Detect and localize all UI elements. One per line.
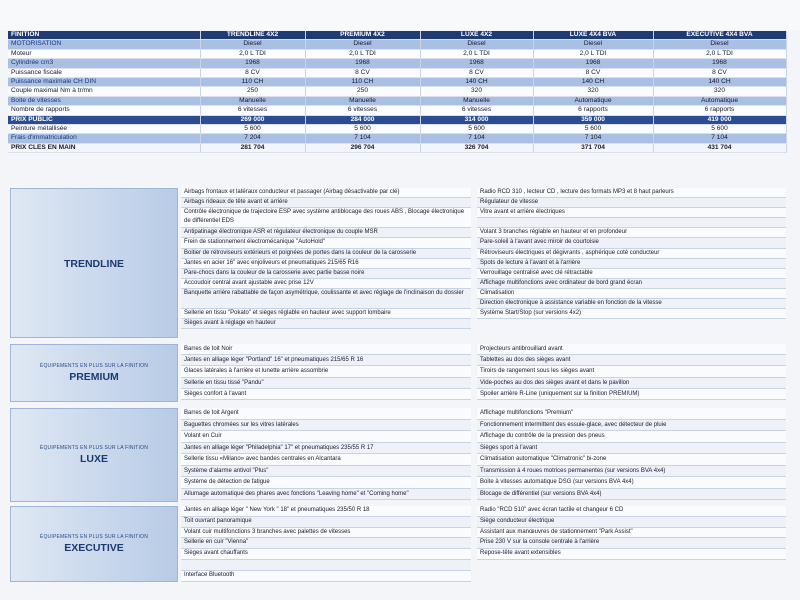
spec-row-label: Frais d'immatriculation xyxy=(8,134,200,143)
spec-cell: 296 704 xyxy=(305,143,420,152)
finition-label-panel xyxy=(10,188,178,338)
equipment-item: Système de détection de fatigue xyxy=(181,477,471,489)
spec-cell: 7 104 xyxy=(653,134,786,143)
spec-row xyxy=(8,49,786,58)
finition-name: EXECUTIVE xyxy=(64,542,124,554)
spec-cell: 320 xyxy=(653,87,786,96)
spec-row xyxy=(8,40,786,49)
finition-section-luxe xyxy=(10,408,786,502)
spec-cell: 371 704 xyxy=(533,143,653,152)
spec-row-label: Moteur xyxy=(8,49,200,58)
spec-row-label: PRIX PUBLIC xyxy=(8,115,200,124)
spec-cell: 320 xyxy=(420,87,533,96)
spec-row-label: PRIX CLES EN MAIN xyxy=(8,143,200,152)
equipment-item: Volant en Cuir xyxy=(181,431,471,443)
spec-cell: 284 000 xyxy=(305,115,420,124)
equipment-item xyxy=(477,218,786,228)
finition-subtitle: ÉQUIPEMENTS EN PLUS SUR LA FINITION xyxy=(39,363,149,369)
equipment-item: Sellerie en tissu tissé "Pandu" xyxy=(181,378,471,389)
equipment-item: Affichage du contrôle de la pression des pneus xyxy=(477,431,786,443)
spec-row xyxy=(8,125,786,134)
equipment-item: Jantes en acier 16" avec enjoliveurs et pneumatiques 215/65 R16 xyxy=(181,259,471,269)
equipment-column-2 xyxy=(477,188,786,319)
spec-cell: 140 CH xyxy=(653,78,786,87)
equipment-item: Tiroirs de rangement sous les sièges avant xyxy=(477,366,786,377)
spec-cell: 281 704 xyxy=(200,143,305,152)
equipment-item xyxy=(181,560,471,571)
spec-row xyxy=(8,115,786,124)
spec-cell: 5 600 xyxy=(653,125,786,134)
equipment-item: Transmission à 4 roues motrices permanentes (sur versions BVA 4x4) xyxy=(477,466,786,478)
spec-cell: 1968 xyxy=(533,59,653,68)
spec-row xyxy=(8,106,786,115)
equipment-column-2 xyxy=(477,344,786,400)
spec-row-label: Boite de vitesses xyxy=(8,96,200,105)
equipment-item: Affichage multifonctions avec ordinateur de bord grand écran xyxy=(477,279,786,289)
equipment-column-1 xyxy=(181,408,471,500)
equipment-item: Pare-chocs dans la couleur de la carosserie avec partie basse noire xyxy=(181,269,471,279)
equipment-item: Blocage de différentiel (sur versions BVA 4x4) xyxy=(477,489,786,501)
spec-cell: 419 000 xyxy=(653,115,786,124)
equipment-item: Affichage multifonctions "Premium" xyxy=(477,408,786,420)
spec-cell: 7 104 xyxy=(420,134,533,143)
equipment-item: Sièges confort à l'avant xyxy=(181,389,471,400)
spec-row-label: Puissance maximale CH DIN xyxy=(8,78,200,87)
equipment-item: Airbags rideaux de tête avant et arrière xyxy=(181,198,471,208)
spec-row-label: MOTORISATION xyxy=(8,40,200,49)
spec-row-label: Cylindrée cm3 xyxy=(8,59,200,68)
spec-row xyxy=(8,59,786,68)
spec-cell: Diesel xyxy=(305,40,420,49)
equipment-item: Antipatinage électronique ASR et régulateur électronique du couple MSR xyxy=(181,228,471,238)
spec-row-label: Puissance fiscale xyxy=(8,68,200,77)
equipment-item: Jantes en alliage léger " New York " 18" et pneumatiques 235/50 R 18 xyxy=(181,506,471,517)
spec-cell: Automatique xyxy=(653,96,786,105)
equipment-item: Climatisation automatique "Climatronic" bi-zone xyxy=(477,454,786,466)
spec-cell: 5 600 xyxy=(305,125,420,134)
equipment-item: Fonctionnement intermittent des essuie-glace, avec détecteur de pluie xyxy=(477,420,786,432)
spec-cell: 110 CH xyxy=(200,78,305,87)
spec-header-row xyxy=(8,31,786,40)
finition-section-executive xyxy=(10,506,786,582)
spec-cell: 250 xyxy=(200,87,305,96)
spec-cell: 269 000 xyxy=(200,115,305,124)
spec-cell: 5 600 xyxy=(420,125,533,134)
equipment-item: Sièges avant à réglage en hauteur xyxy=(181,319,471,329)
spec-cell: 110 CH xyxy=(305,78,420,87)
equipment-item: Barres de toit Argent xyxy=(181,408,471,420)
spec-row xyxy=(8,87,786,96)
spec-cell: 326 704 xyxy=(420,143,533,152)
spec-cell: 320 xyxy=(533,87,653,96)
equipment-item: Interface Bluetooth xyxy=(181,571,471,582)
equipment-item: Allumage automatique des phares avec fonctions "Leaving home" et "Coming home" xyxy=(181,489,471,501)
spec-cell: 7 204 xyxy=(200,134,305,143)
equipment-item: Toit ouvrant panoramique xyxy=(181,517,471,528)
equipment-item: Spots de lecture à l'avant et à l'arrière xyxy=(477,259,786,269)
equipment-item: Verrouillage centralisé avec clé rétractable xyxy=(477,269,786,279)
version-header: LUXE 4X2 xyxy=(420,31,533,40)
finition-label-panel xyxy=(10,408,178,502)
equipment-item: Tablettes au dos des sièges avant xyxy=(477,355,786,366)
spec-cell: 2,0 L TDI xyxy=(420,49,533,58)
spec-cell: 2,0 L TDI xyxy=(533,49,653,58)
equipment-item: Boite à vitesses automatique DSG (sur versions BVA 4x4) xyxy=(477,477,786,489)
top-margin xyxy=(0,0,800,30)
spec-cell: 8 CV xyxy=(533,68,653,77)
spec-cell: 140 CH xyxy=(533,78,653,87)
spec-row xyxy=(8,143,786,152)
finition-label-panel xyxy=(10,344,178,402)
equipment-item: Pare-soleil à l'avant avec miroir de courtoisie xyxy=(477,238,786,248)
finition-subtitle: ÉQUIPEMENTS EN PLUS SUR LA FINITION xyxy=(39,445,149,451)
equipment-item: Projecteurs antibrouillard avant xyxy=(477,344,786,355)
equipment-item: Banquette arrière rabattable de façon asymétrique, coulissante et avec réglage de l'inclinaison du dossier xyxy=(181,289,471,309)
spec-cell: 250 xyxy=(305,87,420,96)
spec-cell: 431 704 xyxy=(653,143,786,152)
spec-cell: 7 104 xyxy=(305,134,420,143)
spec-cell: Diesel xyxy=(533,40,653,49)
spec-cell: 359 000 xyxy=(533,115,653,124)
spec-cell: Diesel xyxy=(420,40,533,49)
spec-row-label: Peinture métallisée xyxy=(8,125,200,134)
equipment-item: Spoiler arrière R-Line (uniquement sur la finition PREMIUM) xyxy=(477,389,786,400)
finition-subtitle: ÉQUIPEMENTS EN PLUS SUR LA FINITION xyxy=(39,534,149,540)
finition-header: FINITION xyxy=(8,31,200,40)
equipment-item: Système Start/Stop (sur versions 4x2) xyxy=(477,309,786,319)
equipment-item: Sellerie tissu «Milano» avec bandes centrales en Alcantara xyxy=(181,454,471,466)
spec-cell: 2,0 L TDI xyxy=(200,49,305,58)
spec-cell: 6 vitesses xyxy=(420,106,533,115)
spec-cell: Manuelle xyxy=(200,96,305,105)
spec-cell: 5 600 xyxy=(533,125,653,134)
equipment-item: Sellerie en tissu "Pokato" et sièges réglable en hauteur avec support lombaire xyxy=(181,309,471,319)
equipment-item: Climatisation xyxy=(477,289,786,299)
spec-row-label: Nombre de rapports xyxy=(8,106,200,115)
spec-cell: 1968 xyxy=(305,59,420,68)
finition-section-trendline xyxy=(10,188,786,338)
spec-cell: 5 600 xyxy=(200,125,305,134)
spec-cell: 1968 xyxy=(420,59,533,68)
equipment-item: Sièges avant chauffants xyxy=(181,549,471,560)
equipment-item: Rétroviseurs électriques et dégivrants , asphérique coté conducteur xyxy=(477,249,786,259)
spec-cell: 1968 xyxy=(200,59,305,68)
spec-row xyxy=(8,68,786,77)
equipment-item: Jantes en alliage léger "Portland" 16" et pneumatiques 215/65 R 16 xyxy=(181,355,471,366)
spec-cell: Diesel xyxy=(653,40,786,49)
spec-cell: 7 104 xyxy=(533,134,653,143)
equipment-item: Siège conducteur électrique xyxy=(477,517,786,528)
spec-row xyxy=(8,134,786,143)
version-header: PREMIUM 4X2 xyxy=(305,31,420,40)
equipment-item: Régulateur de vitesse xyxy=(477,198,786,208)
version-header: EXECUTIVE 4X4 BVA xyxy=(653,31,786,40)
equipment-item: Vitre avant et arrière électriques xyxy=(477,208,786,218)
specification-table xyxy=(8,31,787,153)
spec-cell: 6 rapports xyxy=(533,106,653,115)
equipment-item: Direction électronique à assistance variable en fonction de la vitesse xyxy=(477,299,786,309)
spec-cell: 8 CV xyxy=(653,68,786,77)
equipment-item: Radio "RCD 510" avec écran tactile et changeur 6 CD xyxy=(477,506,786,517)
equipment-item: Radio RCD 310 , lecteur CD , lecture des formats MP3 et 8 haut parleurs xyxy=(477,188,786,198)
equipment-item: Baguettes chromées sur les vitres latérales xyxy=(181,420,471,432)
equipment-item: Sièges sport à l'avant xyxy=(477,443,786,455)
equipment-item: Barres de toit Noir xyxy=(181,344,471,355)
equipment-column-2 xyxy=(477,506,786,560)
spec-row xyxy=(8,96,786,105)
equipment-item: Volant 3 branches réglable en hauteur et en profondeur xyxy=(477,228,786,238)
equipment-column-1 xyxy=(181,506,471,582)
equipment-item: Boitier de rétroviseurs extérieurs et poignées de portes dans la couleur de la carosserie xyxy=(181,249,471,259)
finition-name: PREMIUM xyxy=(69,371,119,383)
equipment-item: Volant cuir multifonctions 3 branches avec palettes de vitesses xyxy=(181,528,471,539)
spec-cell: 8 CV xyxy=(420,68,533,77)
version-header: TRENDLINE 4X2 xyxy=(200,31,305,40)
equipment-item: Jantes en alliage léger "Philadelphia" 17" et pneumatiques 235/55 R 17 xyxy=(181,443,471,455)
spec-cell: 6 vitesses xyxy=(305,106,420,115)
equipment-item: Vide-poches au dos des sièges avant et dans le pavillon xyxy=(477,378,786,389)
equipment-item: Contrôle électronique de trajectoire ESP avec système antiblocage des roues ABS , Blocage électronique de différentiel EDS xyxy=(181,208,471,228)
equipment-item: Frein de stationnement électromécanique "AutoHold" xyxy=(181,238,471,248)
equipment-item: Prise 230 V sur la console centrale à l'arrière xyxy=(477,538,786,549)
spec-cell: 1968 xyxy=(653,59,786,68)
spec-cell: 8 CV xyxy=(200,68,305,77)
spec-cell: 8 CV xyxy=(305,68,420,77)
equipment-item: Glaces latérales à l'arrière et lunette arrière assombrie xyxy=(181,366,471,377)
spec-cell: 2,0 L TDI xyxy=(305,49,420,58)
version-header: LUXE 4X4 BVA xyxy=(533,31,653,40)
spec-cell: Diesel xyxy=(200,40,305,49)
spec-row xyxy=(8,78,786,87)
finition-name: TRENDLINE xyxy=(63,258,125,270)
spec-row-label: Couple maximal Nm à tr/mn xyxy=(8,87,200,96)
spec-cell: 6 rapports xyxy=(653,106,786,115)
equipment-item: Accoudoir central avant ajustable avec prise 12V xyxy=(181,279,471,289)
equipment-item: Airbags frontaux et latéraux conducteur et passager (Airbag désactivable par clé) xyxy=(181,188,471,198)
spec-cell: Manuelle xyxy=(305,96,420,105)
equipment-column-1 xyxy=(181,188,471,329)
equipment-item: Système d'alarme antivol "Plus" xyxy=(181,466,471,478)
finition-name: LUXE xyxy=(79,453,108,465)
equipment-column-2 xyxy=(477,408,786,500)
spec-cell: Automatique xyxy=(533,96,653,105)
spec-cell: Manuelle xyxy=(420,96,533,105)
spec-cell: 314 000 xyxy=(420,115,533,124)
equipment-item: Sellerie en cuir "Vienna" xyxy=(181,538,471,549)
spec-cell: 140 CH xyxy=(420,78,533,87)
equipment-item: Repose-tête avant extensibles xyxy=(477,549,786,560)
finition-section-premium xyxy=(10,344,786,402)
equipment-column-1 xyxy=(181,344,471,400)
finition-label-panel xyxy=(10,506,178,582)
spec-cell: 2,0 L TDI xyxy=(653,49,786,58)
equipment-item: Assistant aux manœuvres de stationnement "Park Assist" xyxy=(477,528,786,539)
spec-cell: 6 vitesses xyxy=(200,106,305,115)
